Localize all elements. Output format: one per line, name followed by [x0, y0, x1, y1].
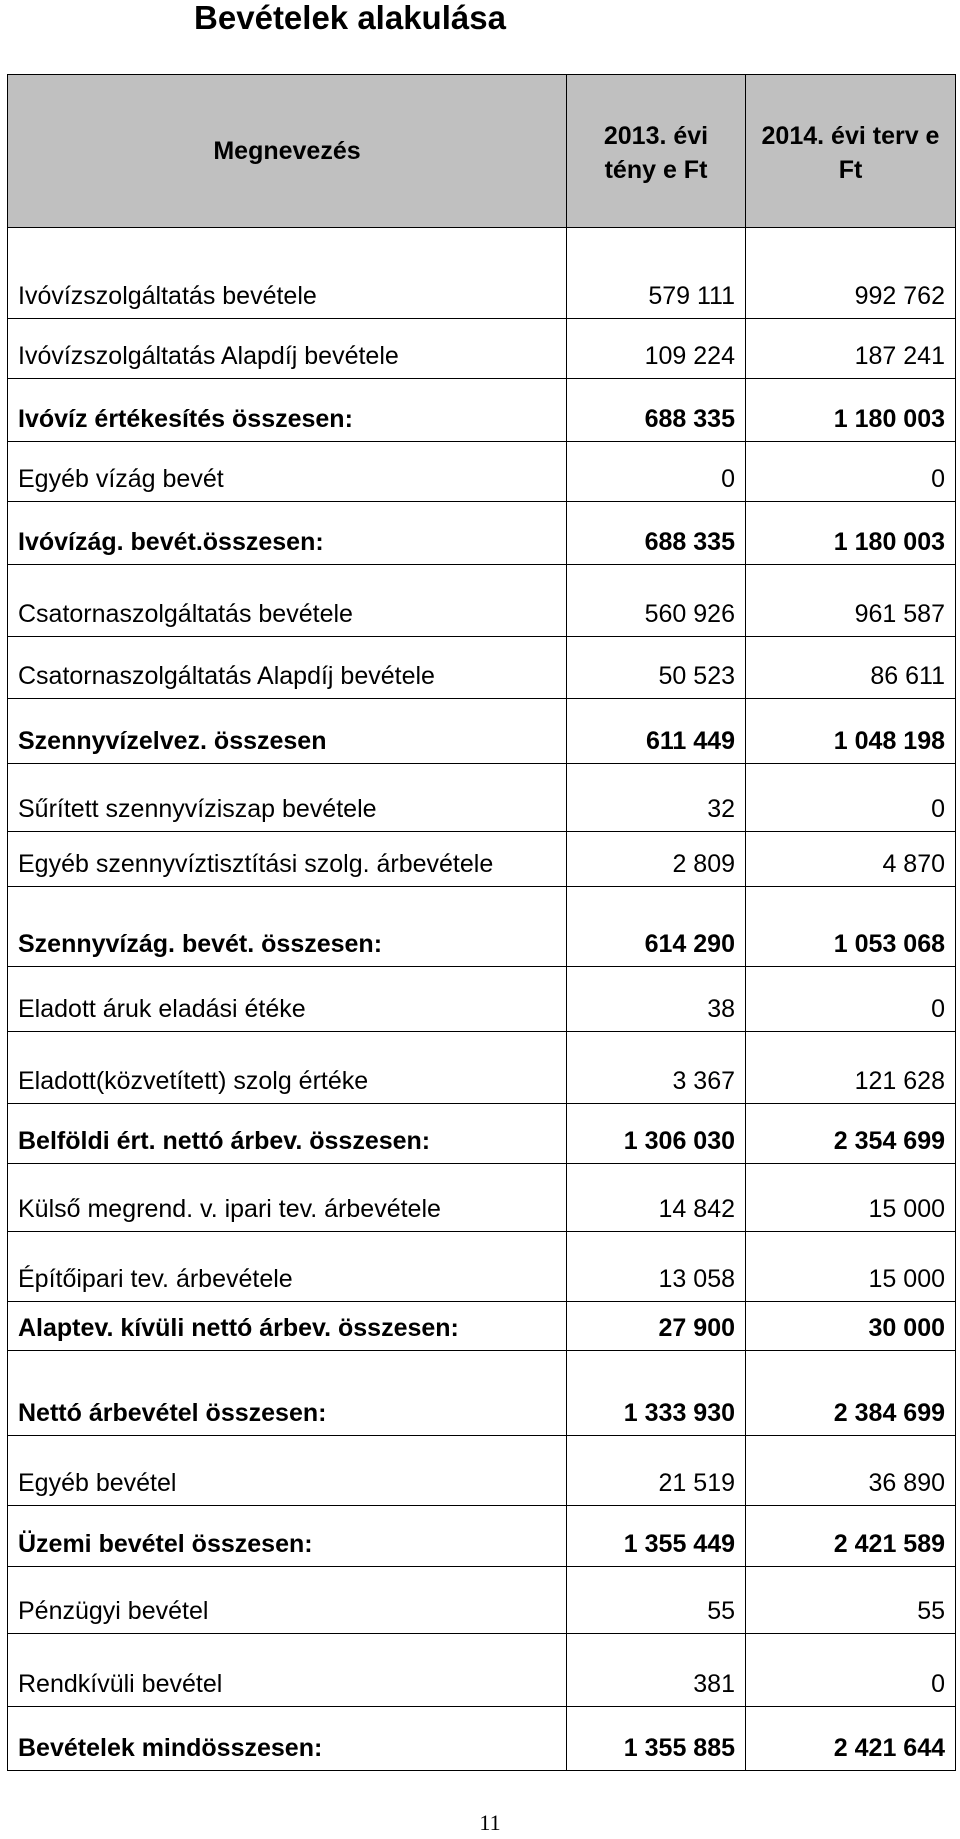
- table-row: [8, 441, 956, 501]
- value-2014: 992 762: [746, 228, 956, 319]
- table-row: [8, 832, 956, 887]
- value-2014: 36 890: [746, 1436, 956, 1506]
- table-row: [8, 1566, 956, 1633]
- value-2013: 21 519: [567, 1436, 746, 1506]
- value-2013: 1 306 030: [567, 1104, 746, 1164]
- table-row: [8, 379, 956, 442]
- value-2013: 109 224: [567, 318, 746, 378]
- row-label: Ivóvízszolgáltatás Alapdíj bevétele: [8, 318, 567, 378]
- value-2013: 13 058: [567, 1232, 746, 1301]
- row-label: Ivóvízág. bevét.összesen:: [8, 502, 567, 565]
- row-label: Ivóvíz értékesítés összesen:: [8, 379, 567, 442]
- row-label: Csatornaszolgáltatás Alapdíj bevétele: [8, 636, 567, 699]
- row-label: Külső megrend. v. ipari tev. árbevétele: [8, 1164, 567, 1232]
- value-2014: 1 053 068: [746, 887, 956, 967]
- value-2013: 1 355 449: [567, 1506, 746, 1566]
- row-label: Szennyvízág. bevét. összesen:: [8, 887, 567, 967]
- value-2014: 30 000: [746, 1301, 956, 1351]
- value-2013: 32: [567, 764, 746, 832]
- value-2014: 4 870: [746, 832, 956, 887]
- table-row: [8, 1104, 956, 1164]
- value-2014: 0: [746, 967, 956, 1032]
- value-2013: 614 290: [567, 887, 746, 967]
- table-row: [8, 967, 956, 1032]
- value-2013: 0: [567, 441, 746, 501]
- value-2014: 1 048 198: [746, 699, 956, 764]
- value-2014: 0: [746, 764, 956, 832]
- table-row: [8, 1351, 956, 1436]
- value-2014: 2 421 644: [746, 1707, 956, 1771]
- value-2014: 187 241: [746, 318, 956, 378]
- table-row: [8, 1232, 956, 1301]
- table-row: [8, 1164, 956, 1232]
- value-2013: 3 367: [567, 1031, 746, 1103]
- value-2013: 50 523: [567, 636, 746, 699]
- table-row: [8, 1031, 956, 1103]
- row-label: Nettó árbevétel összesen:: [8, 1351, 567, 1436]
- table-row: [8, 1506, 956, 1566]
- table-row: [8, 699, 956, 764]
- row-label: Eladott(közvetített) szolg értéke: [8, 1031, 567, 1103]
- table-header-row: [8, 75, 956, 228]
- value-2014: 0: [746, 1633, 956, 1706]
- table-row: [8, 1707, 956, 1771]
- header-2014: 2014. évi terv e Ft: [746, 75, 956, 228]
- value-2014: 1 180 003: [746, 502, 956, 565]
- header-name: Megnevezés: [8, 75, 567, 228]
- row-label: Rendkívüli bevétel: [8, 1633, 567, 1706]
- table-row: [8, 228, 956, 319]
- value-2014: 15 000: [746, 1164, 956, 1232]
- table-body: [8, 228, 956, 1771]
- row-label: Belföldi ért. nettó árbev. összesen:: [8, 1104, 567, 1164]
- page-title: Bevételek alakulása: [194, 0, 506, 36]
- row-label: Sűrített szennyvíziszap bevétele: [8, 764, 567, 832]
- table-row: [8, 1301, 956, 1351]
- table-row: [8, 502, 956, 565]
- row-label: Építőipari tev. árbevétele: [8, 1232, 567, 1301]
- value-2014: 2 384 699: [746, 1351, 956, 1436]
- value-2014: 86 611: [746, 636, 956, 699]
- table-row: [8, 636, 956, 699]
- value-2014: 15 000: [746, 1232, 956, 1301]
- revenue-table: [7, 74, 956, 1771]
- table-row: [8, 887, 956, 967]
- value-2013: 579 111: [567, 228, 746, 319]
- value-2013: 611 449: [567, 699, 746, 764]
- table-row: [8, 564, 956, 636]
- row-label: Egyéb bevétel: [8, 1436, 567, 1506]
- value-2013: 688 335: [567, 379, 746, 442]
- value-2013: 38: [567, 967, 746, 1032]
- value-2013: 1 333 930: [567, 1351, 746, 1436]
- value-2013: 560 926: [567, 564, 746, 636]
- value-2014: 1 180 003: [746, 379, 956, 442]
- row-label: Eladott áruk eladási étéke: [8, 967, 567, 1032]
- page-number: 11: [479, 1810, 501, 1835]
- value-2014: 55: [746, 1566, 956, 1633]
- row-label: Egyéb szennyvíztisztítási szolg. árbevétele: [8, 832, 567, 887]
- value-2013: 2 809: [567, 832, 746, 887]
- value-2013: 381: [567, 1633, 746, 1706]
- row-label: Alaptev. kívüli nettó árbev. összesen:: [8, 1301, 567, 1351]
- value-2013: 27 900: [567, 1301, 746, 1351]
- value-2014: 0: [746, 441, 956, 501]
- row-label: Pénzügyi bevétel: [8, 1566, 567, 1633]
- value-2014: 2 421 589: [746, 1506, 956, 1566]
- value-2014: 121 628: [746, 1031, 956, 1103]
- value-2013: 14 842: [567, 1164, 746, 1232]
- row-label: Üzemi bevétel összesen:: [8, 1506, 567, 1566]
- table-row: [8, 318, 956, 378]
- value-2013: 688 335: [567, 502, 746, 565]
- table-row: [8, 1436, 956, 1506]
- header-2013: 2013. évi tény e Ft: [567, 75, 746, 228]
- value-2014: 2 354 699: [746, 1104, 956, 1164]
- value-2013: 55: [567, 1566, 746, 1633]
- row-label: Ivóvízszolgáltatás bevétele: [8, 228, 567, 319]
- row-label: Szennyvízelvez. összesen: [8, 699, 567, 764]
- table-row: [8, 764, 956, 832]
- row-label: Csatornaszolgáltatás bevétele: [8, 564, 567, 636]
- value-2013: 1 355 885: [567, 1707, 746, 1771]
- table-row: [8, 1633, 956, 1706]
- value-2014: 961 587: [746, 564, 956, 636]
- row-label: Egyéb vízág bevét: [8, 441, 567, 501]
- row-label: Bevételek mindösszesen:: [8, 1707, 567, 1771]
